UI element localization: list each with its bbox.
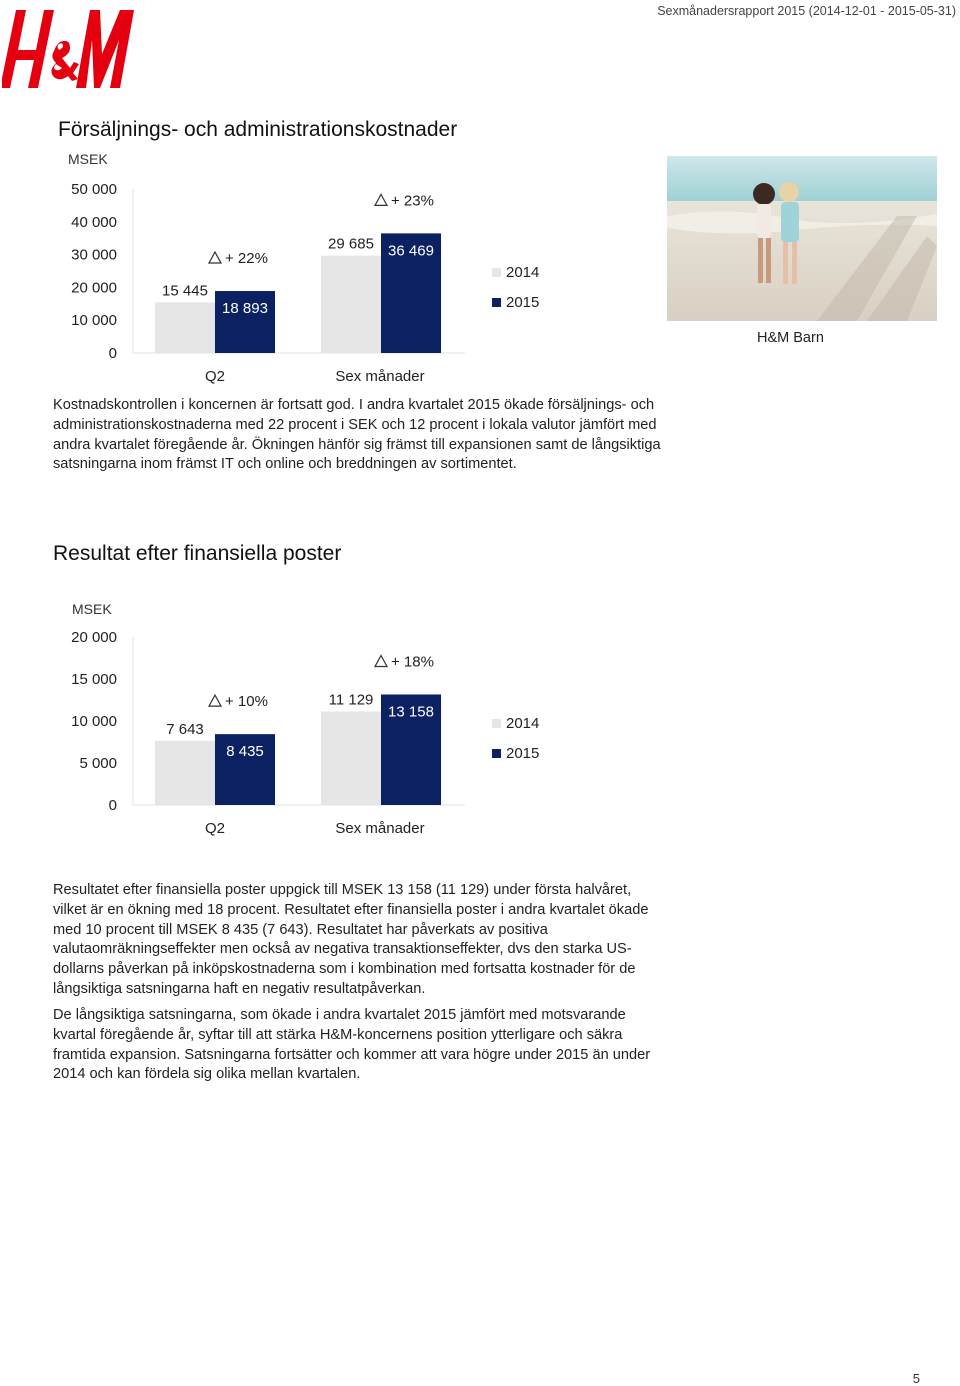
legend-label: 2014 <box>506 715 540 732</box>
hm-logo-icon <box>2 2 138 94</box>
result-after-financial-items-chart <box>40 590 560 840</box>
y-tick-label: 0 <box>108 797 117 814</box>
hm-logo <box>2 2 138 94</box>
data-label: 29 685 <box>328 235 374 253</box>
legend-label: 2015 <box>506 745 540 762</box>
legend-swatch-2014 <box>492 268 501 277</box>
y-tick-label: 15 000 <box>71 671 117 688</box>
data-label: 18 893 <box>222 300 268 318</box>
bar-2014-1 <box>321 256 381 353</box>
change-triangle-icon <box>375 194 387 205</box>
bar-2014-0 <box>155 741 215 805</box>
change-label: + 23% <box>391 192 434 210</box>
y-tick-label: 5 000 <box>79 755 117 772</box>
data-label: 36 469 <box>388 242 434 260</box>
section2-paragraph-1: Resultatet efter finansiella poster uppgick till MSEK 13 158 (11 129) under första halvåret, vilket är en ökning med 18 procent. Resultatet efter finansiella poster i andra kvartalet ökade med 10 procent till MSEK 8 435 (7 643). Resultatet har påverkats av positiva valutaomräkningseffekter men också av negativa transaktionseffekter, dvs den starka US-dollarns påverkan på inköpskostnaderna som i kombination med fortsatta kostnader för de långsiktiga satsningarna haft en negativ resultatpåverkan. <box>53 882 649 997</box>
legend-label: 2015 <box>506 294 540 311</box>
category-label: Sex månader <box>335 368 425 385</box>
change-triangle-icon <box>375 655 387 666</box>
report-reference: Sexmånadersrapport 2015 (2014-12-01 - 2015-05-31) <box>657 4 956 18</box>
section1-title: Försäljnings- och administrationskostnader <box>58 118 458 141</box>
data-label: 8 435 <box>226 743 264 761</box>
y-tick-label: 20 000 <box>71 279 117 297</box>
y-tick-label: 30 000 <box>71 246 117 264</box>
category-label: Q2 <box>204 368 226 385</box>
category-label: Sex månader <box>335 820 425 837</box>
data-label: 13 158 <box>388 703 434 721</box>
section2-paragraph-2: De långsiktiga satsningarna, som ökade i andra kvartalet 2015 jämfört med motsvarande kvartal föregående år, syftar till att stärka H&M-koncernens position ytterligare och säkra framtida expansion. Satsningarna fortsätter och kommer att vara högre under 2015 än under 2014 och kan fördela sig olika mellan kvartalen. <box>53 1007 651 1083</box>
legend-label: 2014 <box>506 264 540 281</box>
y-tick-label: 40 000 <box>71 213 117 231</box>
y-tick-label: 10 000 <box>71 713 117 730</box>
legend-swatch-2014 <box>492 719 501 728</box>
data-label: 11 129 <box>328 691 374 709</box>
section2-title: Resultat efter finansiella poster <box>53 542 342 565</box>
change-triangle-icon <box>209 252 221 263</box>
y-tick-label: 20 000 <box>71 629 117 646</box>
y-tick-label: 0 <box>108 345 117 362</box>
y-tick-label: 10 000 <box>71 312 117 330</box>
change-triangle-icon <box>209 695 221 706</box>
category-label: Q2 <box>204 820 226 837</box>
page-number: 5 <box>912 1371 920 1386</box>
y-axis-unit-label: MSEK <box>68 151 108 167</box>
kids-beach-photo <box>667 156 937 321</box>
y-axis-unit-label: MSEK <box>72 601 112 617</box>
bar-2014-1 <box>321 712 381 805</box>
bar-2014-0 <box>155 302 215 353</box>
legend-swatch-2015 <box>492 298 501 307</box>
y-tick-label: 50 000 <box>71 181 117 198</box>
legend-swatch-2015 <box>492 749 501 758</box>
data-label: 7 643 <box>166 720 204 738</box>
change-label: + 22% <box>225 250 268 268</box>
change-label: + 18% <box>391 653 434 671</box>
sales-admin-costs-chart <box>40 140 560 390</box>
photo-caption: H&M Barn <box>757 330 824 346</box>
data-label: 15 445 <box>162 282 208 300</box>
change-label: + 10% <box>225 693 268 711</box>
section1-paragraph: Kostnadskontrollen i koncernen är fortsatt god. I andra kvartalet 2015 ökade försäljnings- och administrationskostnaderna med 22 procent i SEK och 12 procent i lokala valutor jämfört med andra kvartalet föregående år. Ökningen hänför sig främst till expansionen samt de långsiktiga satsningarna inom främst IT och online och breddningen av sortimentet. <box>53 397 661 473</box>
